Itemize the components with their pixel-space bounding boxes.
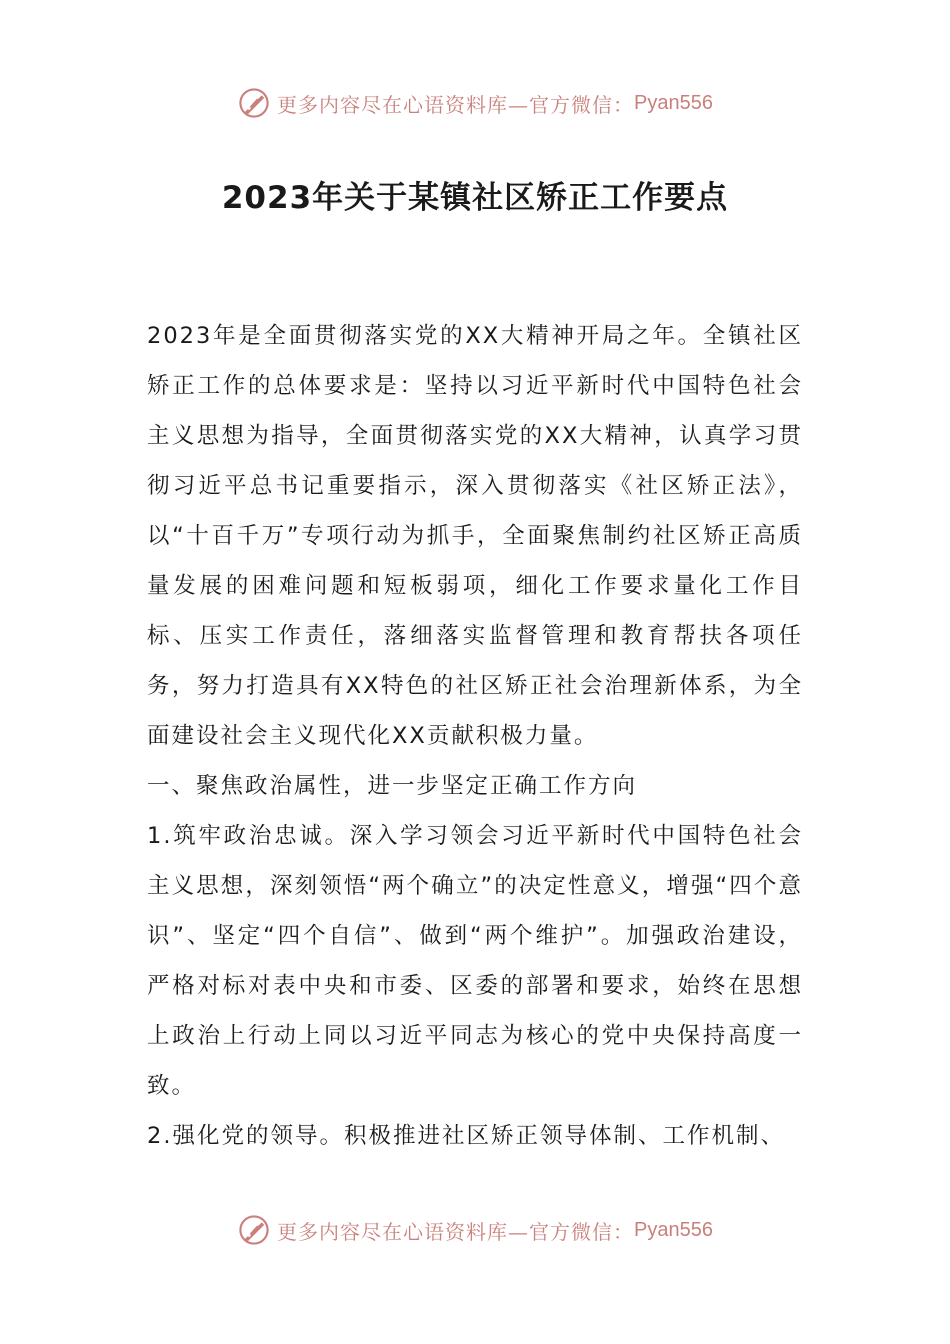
watermark-text: 更多内容尽在心语资料库—官方微信： bbox=[277, 92, 635, 117]
section-heading: 一、聚焦政治属性，进一步坚定正确工作方向 bbox=[147, 773, 638, 799]
watermark-text: 更多内容尽在心语资料库—官方微信： bbox=[277, 1219, 635, 1244]
pen-nib-logo-icon bbox=[237, 1213, 271, 1247]
document-title: 2023年关于某镇社区矫正工作要点 bbox=[221, 180, 729, 216]
watermark-wechat: Pyan556 bbox=[634, 91, 713, 114]
document-body bbox=[147, 311, 803, 1161]
header-watermark bbox=[0, 83, 950, 123]
watermark-wechat: Pyan556 bbox=[634, 1218, 713, 1241]
item-paragraph: 2.强化党的领导。积极推进社区矫正领导体制、工作机制、 bbox=[147, 1123, 785, 1149]
intro-paragraph: 2023年是全面贯彻落实党的XX大精神开局之年。全镇社区矫正工作的总体要求是：坚持以习近平新时代中国特色社会主义思想为指导，全面贯彻落实党的XX大精神，认真学习贯彻习近平总书记重要指示，深入贯彻落实《社区矫正法》，以“十百千万”专项行动为抓手，全面聚焦制约社区矫正高质量发展的困难问题和短板弱项，细化工作要求量化工作目标、压实工作责任，落细落实监督管理和教育帮扶各项任务，努力打造具有XX特色的社区矫正社会治理新体系，为全面建设社会主义现代化XX贡献积极力量。 bbox=[147, 323, 803, 749]
footer-watermark bbox=[0, 1210, 950, 1250]
pen-nib-logo-icon bbox=[237, 86, 271, 120]
item-paragraph: 1.筑牢政治忠诚。深入学习领会习近平新时代中国特色社会主义思想，深刻领悟“两个确立”的决定性意义，增强“四个意识”、坚定“四个自信”、做到“两个维护”。加强政治建设，严格对标对表中央和市委、区委的部署和要求，始终在思想上政治上行动上同以习近平同志为核心的党中央保持高度一致。 bbox=[147, 823, 803, 1099]
